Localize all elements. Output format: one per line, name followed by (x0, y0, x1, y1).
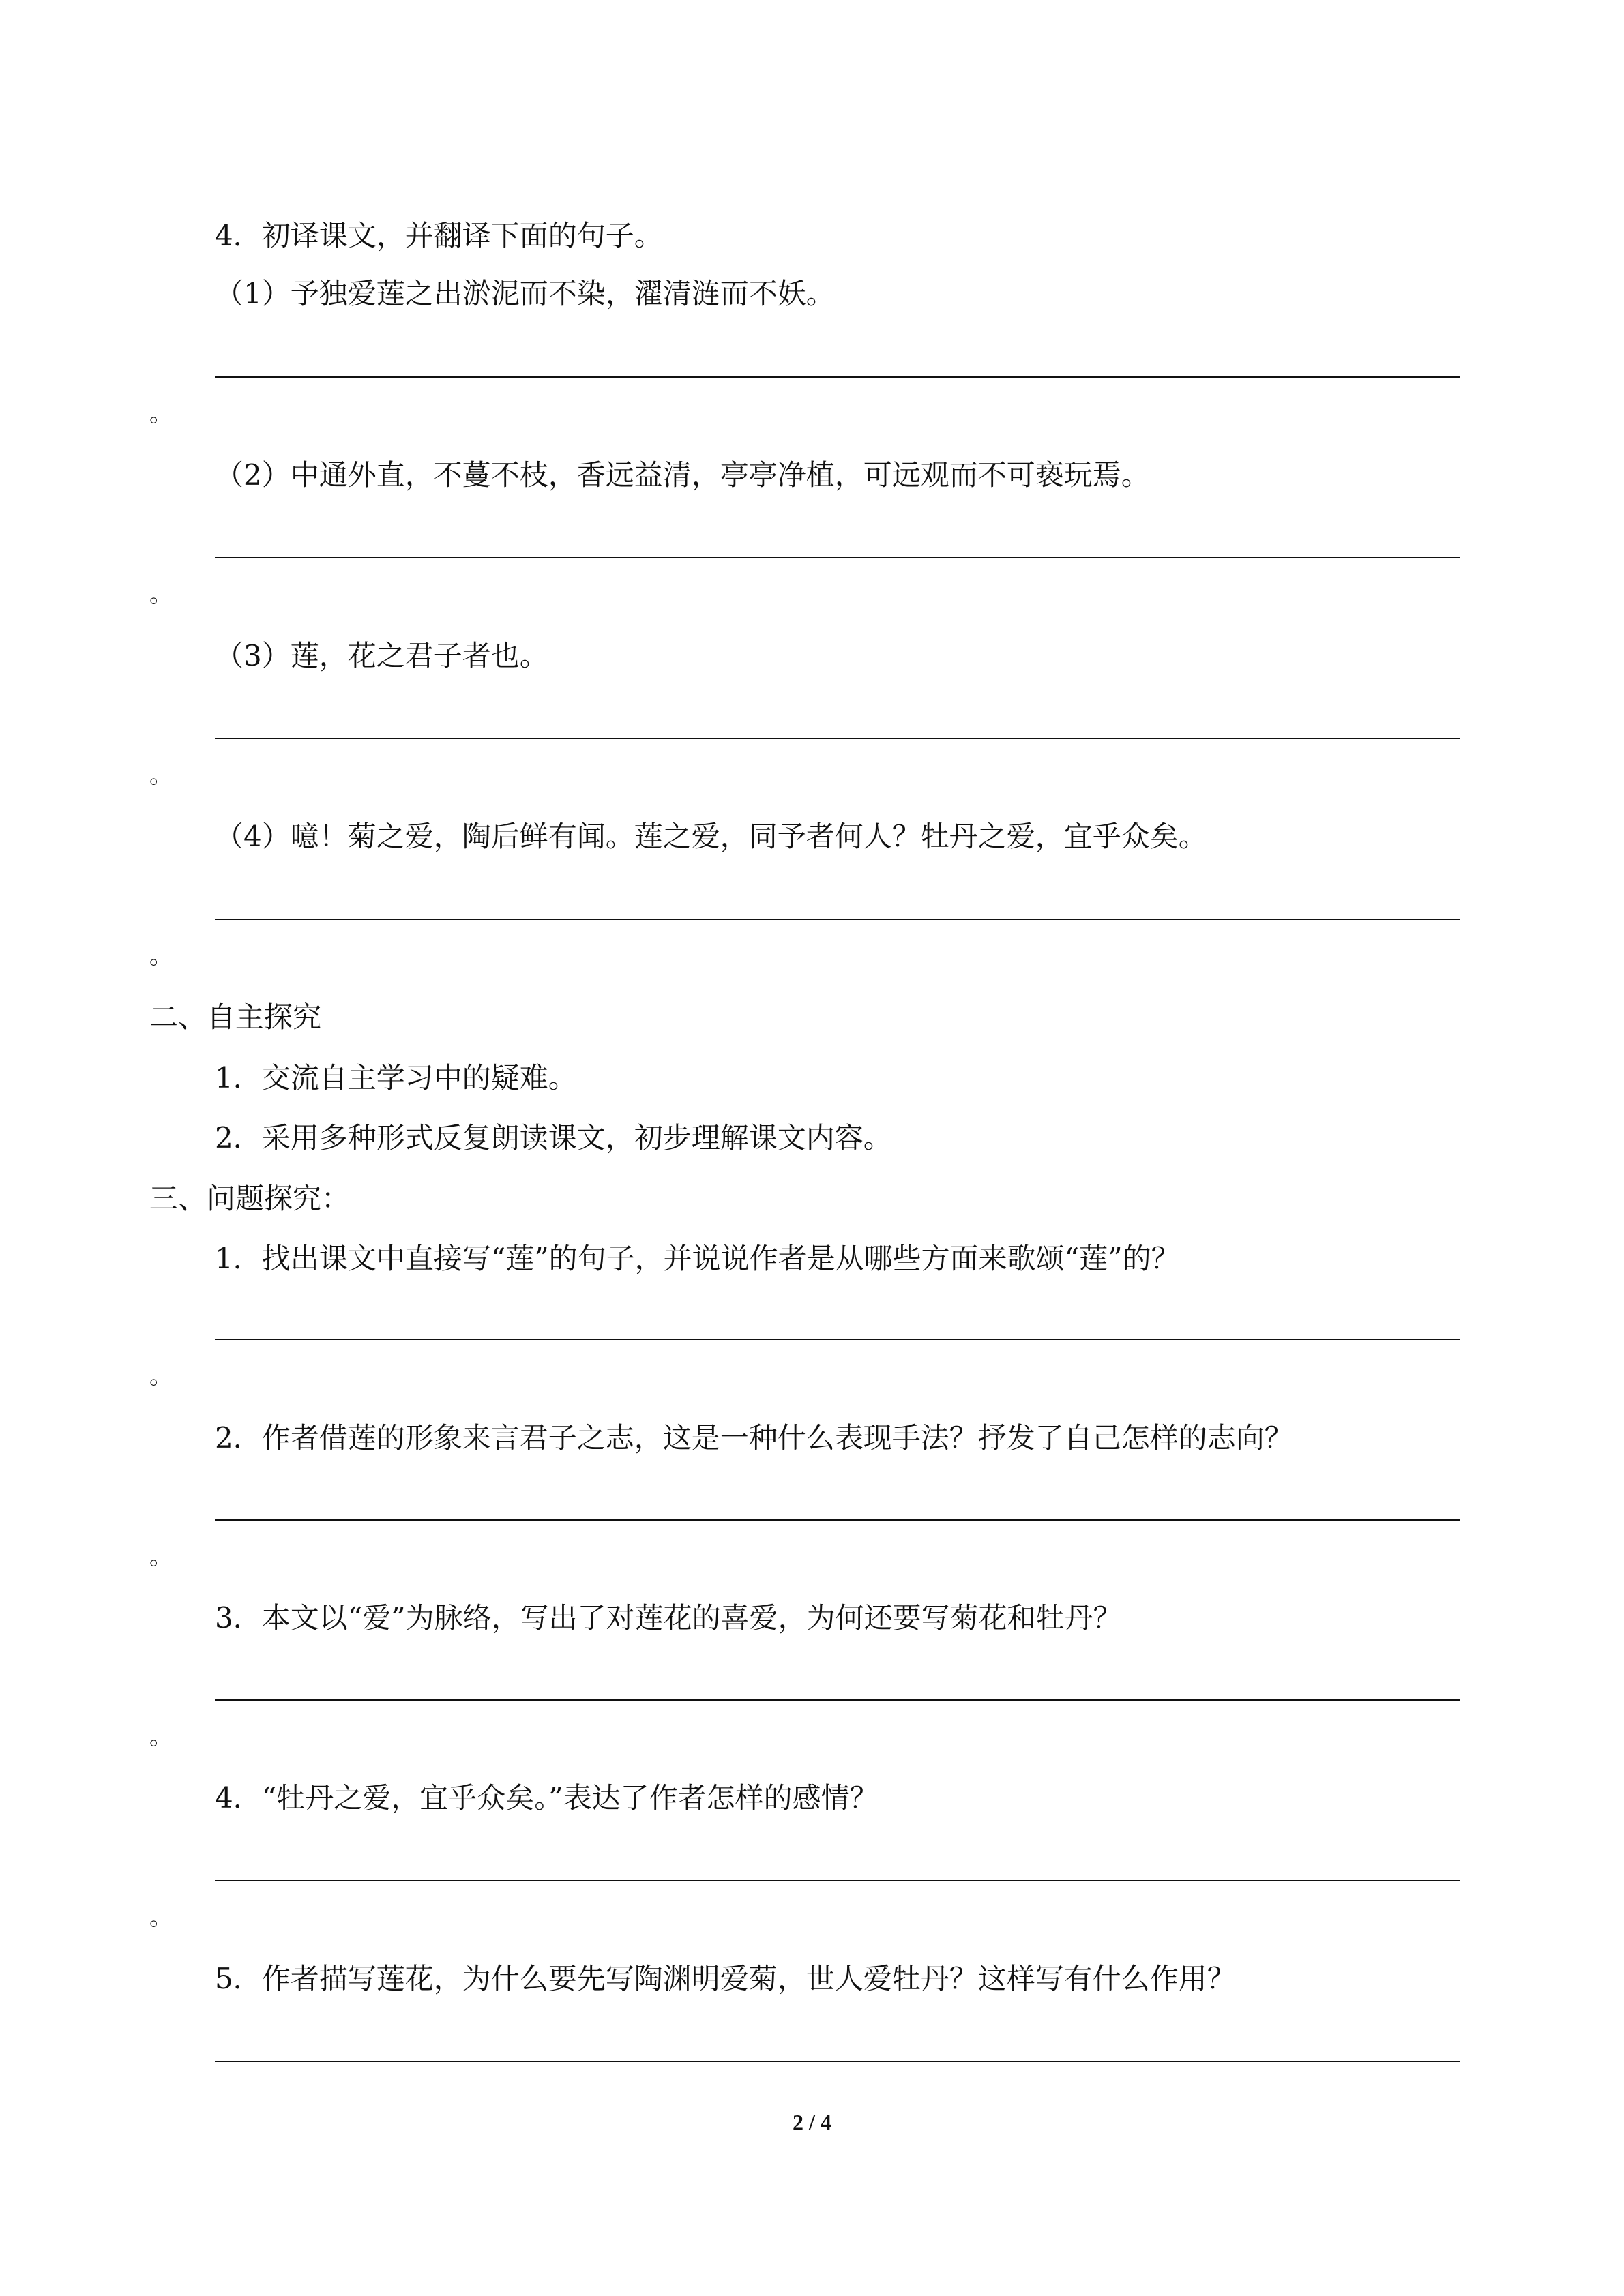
section-heading-self-study: 二、自主探究 (149, 1000, 322, 1034)
question-4: 4．“牡丹之爱，宜乎众矣。”表达了作者怎样的感情？ (215, 1781, 879, 1815)
translate-sentence-1: （1）予独爱莲之出淤泥而不染，濯清涟而不妖。 (215, 277, 835, 310)
answer-period: 。 (149, 400, 173, 428)
answer-period: 。 (149, 1362, 173, 1390)
item4-heading: 4．初译课文，并翻译下面的句子。 (215, 219, 663, 252)
answer-line[interactable] (215, 1699, 1460, 1701)
answer-period: 。 (149, 1543, 173, 1570)
translate-sentence-2: （2）中通外直，不蔓不枝，香远益清，亭亭净植，可远观而不可亵玩焉。 (215, 458, 1150, 492)
answer-line[interactable] (215, 557, 1460, 558)
self-study-item-2: 2．采用多种形式反复朗读课文，初步理解课文内容。 (215, 1121, 892, 1154)
answer-line[interactable] (215, 1339, 1460, 1340)
question-5: 5．作者描写莲花，为什么要先写陶渊明爱菊，世人爱牡丹？这样写有什么作用？ (215, 1962, 1236, 1995)
question-1: 1．找出课文中直接写“莲”的句子，并说说作者是从哪些方面来歌颂“莲”的？ (215, 1242, 1180, 1275)
answer-period: 。 (149, 942, 173, 970)
answer-line[interactable] (215, 1880, 1460, 1881)
answer-period: 。 (149, 1904, 173, 1931)
answer-line[interactable] (215, 738, 1460, 739)
answer-period: 。 (149, 581, 173, 608)
page-number: 2 / 4 (793, 2110, 831, 2134)
question-2: 2．作者借莲的形象来言君子之志，这是一种什么表现手法？抒发了自己怎样的志向？ (215, 1421, 1293, 1455)
translate-sentence-4: （4）噫！菊之爱，陶后鲜有闻。莲之爱，同予者何人？牡丹之爱，宜乎众矣。 (215, 820, 1207, 853)
answer-period: 。 (149, 1723, 173, 1750)
answer-line[interactable] (215, 376, 1460, 378)
section-heading-questions: 三、问题探究： (149, 1182, 351, 1215)
answer-line[interactable] (215, 919, 1460, 920)
translate-sentence-3: （3）莲，花之君子者也。 (215, 639, 548, 672)
answer-period: 。 (149, 762, 173, 789)
question-3: 3．本文以“爱”为脉络，写出了对莲花的喜爱，为何还要写菊花和牡丹？ (215, 1601, 1122, 1635)
self-study-item-1: 1．交流自主学习中的疑难。 (215, 1061, 577, 1094)
answer-line[interactable] (215, 1519, 1460, 1521)
answer-line[interactable] (215, 2061, 1460, 2062)
